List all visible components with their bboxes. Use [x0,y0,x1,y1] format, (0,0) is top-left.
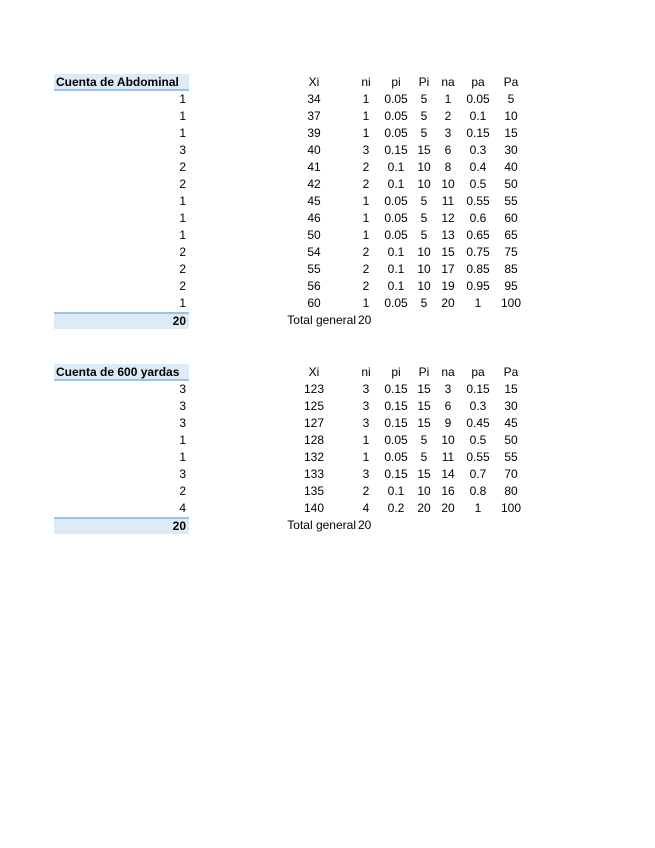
pa-cell: 0.3 [469,399,487,413]
Pa-cell: 65 [504,228,518,242]
ni-cell: 1 [362,433,370,447]
pivot-count-cell[interactable]: 3 [179,382,186,396]
Pi-cell: 10 [417,177,431,191]
xi-cell: 37 [307,109,321,123]
Pa-column-header: Pa [503,365,519,379]
table-row [0,449,655,466]
Pa-cell: 45 [504,416,518,430]
Pi-cell: 10 [417,245,431,259]
Pi-cell: 5 [420,228,428,242]
yardas-table [0,364,655,534]
table-row [0,415,655,432]
xi-cell: 40 [307,143,321,157]
pivot-count-cell[interactable]: 2 [179,279,186,293]
na-cell: 3 [444,382,452,396]
ni-cell: 2 [362,245,370,259]
pa-cell: 0.85 [466,262,490,276]
na-cell: 17 [441,262,455,276]
Pa-cell: 85 [504,262,518,276]
table-row [0,91,655,108]
pi-cell: 0.05 [384,296,408,310]
xi-cell: 46 [307,211,321,225]
Pi-cell: 10 [417,160,431,174]
xi-cell: 41 [307,160,321,174]
Pi-cell: 10 [417,484,431,498]
pi-column-header: pi [391,365,401,379]
Pa-cell: 55 [504,194,518,208]
pivot-count-cell[interactable]: 3 [179,143,186,157]
xi-cell: 55 [307,262,321,276]
na-cell: 20 [441,501,455,515]
xi-cell: 127 [303,416,325,430]
xi-cell: 133 [303,467,325,481]
na-cell: 10 [441,177,455,191]
Pa-cell: 15 [504,382,518,396]
ni-cell: 1 [362,296,370,310]
pa-cell: 0.15 [466,382,490,396]
pa-cell: 0.1 [469,109,487,123]
table-row [0,278,655,295]
pivot-count-cell[interactable]: 1 [179,109,186,123]
ni-cell: 1 [362,194,370,208]
pa-cell: 0.6 [469,211,487,225]
abdominal-table [0,74,655,329]
table-row [0,483,655,500]
ni-cell: 3 [362,416,370,430]
na-cell: 1 [444,92,452,106]
ni-cell: 1 [362,126,370,140]
ni-cell: 2 [362,484,370,498]
pivot-count-cell[interactable]: 2 [179,484,186,498]
pi-column-header: pi [391,75,401,89]
table-row [0,125,655,142]
pa-column-header: pa [471,75,485,89]
ni-cell: 1 [362,450,370,464]
Pa-column-header: Pa [503,75,519,89]
xi-cell: 132 [303,450,325,464]
pivot-count-cell[interactable]: 2 [179,262,186,276]
total-ni-value: 20 [358,518,372,532]
xi-cell: 60 [307,296,321,310]
Pi-cell: 15 [417,467,431,481]
na-cell: 2 [444,109,452,123]
pa-cell: 0.65 [466,228,490,242]
xi-cell: 45 [307,194,321,208]
pi-cell: 0.1 [387,279,405,293]
table-row [0,108,655,125]
Pa-cell: 70 [504,467,518,481]
pi-cell: 0.05 [384,211,408,225]
pivot-count-cell[interactable]: 1 [179,296,186,310]
ni-cell: 2 [362,262,370,276]
pa-cell: 0.45 [466,416,490,430]
Pa-cell: 5 [507,92,515,106]
header-row [0,74,655,91]
pi-cell: 0.05 [384,92,408,106]
Pi-cell: 15 [417,143,431,157]
xi-column-header: Xi [308,365,320,379]
pa-cell: 0.4 [469,160,487,174]
total-row [0,312,655,329]
pa-cell: 0.95 [466,279,490,293]
pivot-count-cell[interactable]: 1 [179,194,186,208]
Pi-column-header: Pi [418,365,430,379]
table-row [0,244,655,261]
pivot-count-cell[interactable]: 2 [179,160,186,174]
total-general-label: Total general [287,518,356,532]
xi-cell: 54 [307,245,321,259]
Pi-cell: 5 [420,92,428,106]
Pa-cell: 10 [504,109,518,123]
na-cell: 8 [444,160,452,174]
ni-column-header: ni [361,75,371,89]
pi-cell: 0.1 [387,484,405,498]
pivot-count-cell[interactable]: 2 [179,177,186,191]
Pa-cell: 40 [504,160,518,174]
na-cell: 19 [441,279,455,293]
na-cell: 11 [441,194,455,208]
ni-cell: 2 [362,177,370,191]
Pa-cell: 50 [504,433,518,447]
Pa-cell: 15 [504,126,518,140]
Pi-cell: 5 [420,194,428,208]
Pi-cell: 15 [417,382,431,396]
pivot-count-cell[interactable]: 3 [179,467,186,481]
Pi-cell: 5 [420,109,428,123]
pivot-count-cell[interactable]: 1 [179,228,186,242]
Pi-cell: 15 [417,399,431,413]
pivot-title[interactable]: Cuenta de 600 yardas [54,364,189,381]
na-cell: 6 [444,143,452,157]
table-row [0,142,655,159]
na-cell: 20 [441,296,455,310]
pi-cell: 0.05 [384,450,408,464]
pa-cell: 0.05 [466,92,490,106]
pi-cell: 0.1 [387,262,405,276]
ni-cell: 3 [362,143,370,157]
table-row [0,176,655,193]
Pa-cell: 60 [504,211,518,225]
pa-cell: 0.55 [466,450,490,464]
pa-cell: 0.8 [469,484,487,498]
Pa-cell: 95 [504,279,518,293]
table-row [0,466,655,483]
na-cell: 13 [441,228,455,242]
header-row [0,364,655,381]
pi-cell: 0.05 [384,194,408,208]
pa-cell: 0.15 [466,126,490,140]
pa-cell: 1 [474,501,482,515]
na-cell: 14 [441,467,455,481]
pa-cell: 0.3 [469,143,487,157]
Pi-cell: 10 [417,262,431,276]
ni-cell: 1 [362,92,370,106]
pa-cell: 0.5 [469,433,487,447]
table-row [0,432,655,449]
table-row [0,295,655,312]
pa-cell: 0.7 [469,467,487,481]
Pa-cell: 75 [504,245,518,259]
total-row [0,517,655,534]
ni-cell: 1 [362,211,370,225]
total-ni-value: 20 [358,313,372,327]
ni-cell: 3 [362,399,370,413]
pi-cell: 0.05 [384,228,408,242]
pivot-count-cell[interactable]: 1 [179,92,186,106]
table-row [0,500,655,517]
pivot-grand-total[interactable]: 20 [54,312,189,329]
pa-cell: 0.5 [469,177,487,191]
pi-cell: 0.05 [384,433,408,447]
pi-cell: 0.15 [384,399,408,413]
pivot-title[interactable]: Cuenta de Abdominal [54,74,189,91]
pi-cell: 0.15 [384,143,408,157]
Pi-cell: 5 [420,450,428,464]
na-cell: 15 [441,245,455,259]
na-cell: 9 [444,416,452,430]
Pa-cell: 50 [504,177,518,191]
table-row [0,159,655,176]
na-cell: 6 [444,399,452,413]
ni-cell: 3 [362,382,370,396]
na-cell: 12 [441,211,455,225]
na-cell: 3 [444,126,452,140]
pa-column-header: pa [471,365,485,379]
xi-cell: 34 [307,92,321,106]
na-column-header: na [441,365,455,379]
pivot-count-cell[interactable]: 1 [179,450,186,464]
ni-cell: 1 [362,109,370,123]
table-row [0,398,655,415]
xi-cell: 125 [303,399,325,413]
table-row [0,381,655,398]
pa-cell: 1 [474,296,482,310]
Pa-cell: 30 [504,399,518,413]
pa-cell: 0.55 [466,194,490,208]
na-cell: 11 [441,450,455,464]
Pi-cell: 5 [420,433,428,447]
xi-cell: 50 [307,228,321,242]
pivot-count-cell[interactable]: 1 [179,211,186,225]
pivot-count-cell[interactable]: 2 [179,245,186,259]
xi-cell: 140 [303,501,325,515]
na-cell: 10 [441,433,455,447]
pivot-count-cell[interactable]: 1 [179,126,186,140]
pivot-grand-total[interactable]: 20 [54,517,189,534]
ni-column-header: ni [361,365,371,379]
ni-cell: 4 [362,501,370,515]
Pi-cell: 5 [420,296,428,310]
table-row [0,227,655,244]
xi-cell: 39 [307,126,321,140]
na-cell: 16 [441,484,455,498]
xi-column-header: Xi [308,75,320,89]
xi-cell: 128 [303,433,325,447]
Pi-cell: 5 [420,126,428,140]
pi-cell: 0.1 [387,245,405,259]
table-row [0,193,655,210]
pivot-count-cell[interactable]: 3 [179,399,186,413]
Pi-cell: 20 [417,501,431,515]
pi-cell: 0.1 [387,177,405,191]
pi-cell: 0.15 [384,416,408,430]
table-row [0,261,655,278]
xi-cell: 56 [307,279,321,293]
Pa-cell: 100 [500,296,522,310]
Pi-column-header: Pi [418,75,430,89]
Pa-cell: 100 [500,501,522,515]
Pi-cell: 5 [420,211,428,225]
ni-cell: 1 [362,228,370,242]
Pi-cell: 10 [417,279,431,293]
xi-cell: 42 [307,177,321,191]
ni-cell: 2 [362,279,370,293]
pi-cell: 0.2 [387,501,405,515]
Pa-cell: 30 [504,143,518,157]
total-general-label: Total general [287,313,356,327]
Pa-cell: 80 [504,484,518,498]
pi-cell: 0.05 [384,109,408,123]
table-row [0,210,655,227]
na-column-header: na [441,75,455,89]
xi-cell: 123 [303,382,325,396]
ni-cell: 2 [362,160,370,174]
pivot-count-cell[interactable]: 4 [179,501,186,515]
pi-cell: 0.1 [387,160,405,174]
pivot-count-cell[interactable]: 3 [179,416,186,430]
pi-cell: 0.15 [384,382,408,396]
Pi-cell: 15 [417,416,431,430]
pivot-count-cell[interactable]: 1 [179,433,186,447]
pi-cell: 0.15 [384,467,408,481]
xi-cell: 135 [303,484,325,498]
pi-cell: 0.05 [384,126,408,140]
pa-cell: 0.75 [466,245,490,259]
Pa-cell: 55 [504,450,518,464]
ni-cell: 3 [362,467,370,481]
